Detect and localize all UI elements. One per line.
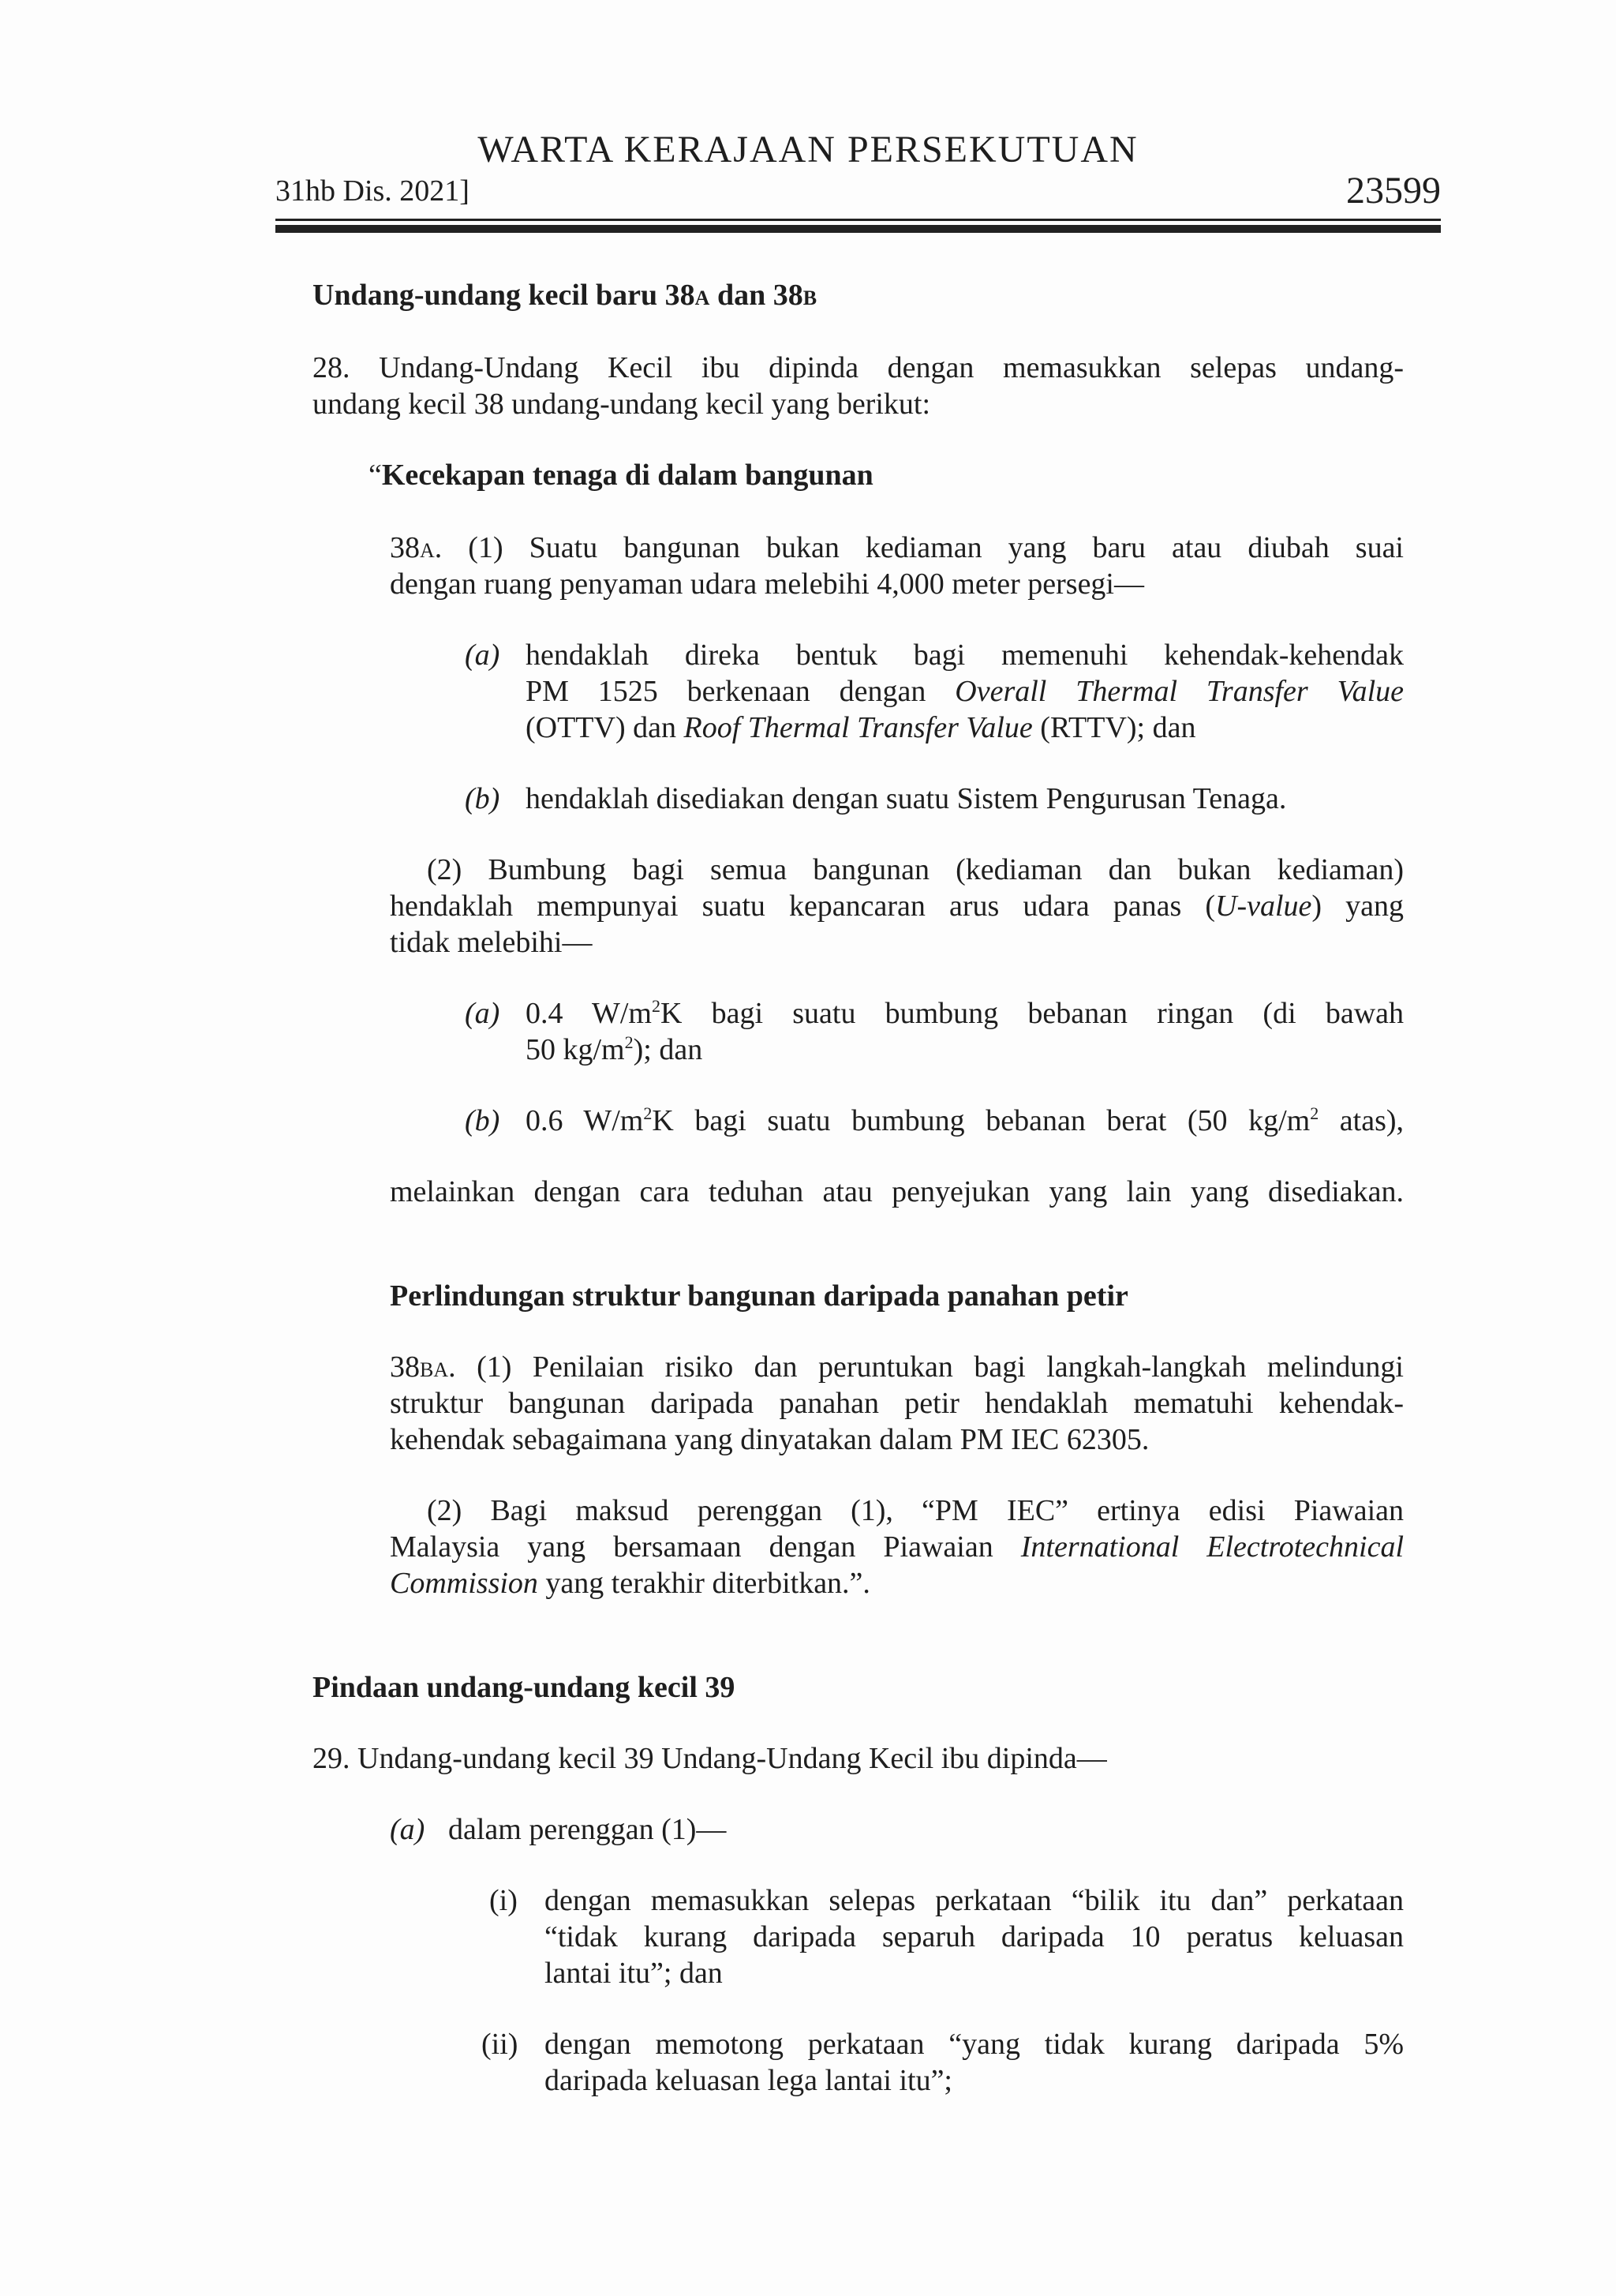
by-law-38a-para2-line2: hendaklah mempunyai suatu kepancaran arus udara panas (U-value) yang (390, 890, 1404, 923)
by-law-38ba-para2-line2: Malaysia yang bersamaan dengan Piawaian International Electrotechnical (390, 1530, 1404, 1564)
item-2b-label: (b) (465, 1104, 500, 1137)
item-2a-line2: 50 $kg/m^2$); dan (526, 1032, 703, 1066)
item-b-label: (b) (465, 782, 500, 815)
by-law-38a-heading: “Kecekapan tenaga di dalam bangunan (368, 459, 873, 492)
by-law-38ba-para2-line3: Commission yang terakhir diterbitkan.”. (390, 1567, 870, 1600)
by-law-38ba-para2-line1: (2) Bagi maksud perenggan (1), “PM IEC” ertinya edisi Piawaian (427, 1494, 1404, 1527)
by-law-38a-para2-line3: tidak melebihi— (390, 926, 593, 959)
item-a-line3: (OTTV) dan Roof Thermal Transfer Value (RTTV); dan (526, 711, 1196, 744)
page-number: 23599 (1346, 170, 1441, 212)
section-heading-39: Pindaan undang-undang kecil 39 (312, 1671, 735, 1704)
item-b-line1: hendaklah disediakan dengan suatu Sistem Pengurusan Tenaga. (526, 782, 1287, 815)
item-a-label: (a) (465, 639, 500, 672)
para-29: 29. Undang-undang kecil 39 Undang-Undang Kecil ibu dipinda— (312, 1742, 1107, 1775)
item-29a-i-label: (i) (489, 1884, 518, 1917)
item-29a-text: dalam perenggan (1)— (448, 1813, 727, 1846)
item-29a-i-line1: dengan memasukkan selepas perkataan “bilik itu dan” perkataan (544, 1884, 1404, 1917)
item-2a-label: (a) (465, 997, 500, 1030)
item-29a-i-line3: lantai itu”; dan (544, 1957, 723, 1990)
item-29a-ii-label: (ii) (481, 2028, 518, 2061)
journal-title: WARTA KERAJAAN PERSEKUTUAN (477, 129, 1139, 170)
item-29a-ii-line1: dengan memotong perkataan “yang tidak kurang daripada 5% (544, 2028, 1404, 2061)
by-law-38a-closing: melainkan dengan cara teduhan atau penyejukan yang lain yang disediakan. (390, 1175, 1404, 1208)
para-28-line2: undang kecil 38 undang-undang kecil yang berikut: (312, 388, 931, 421)
by-law-38ba-para1-line2: struktur bangunan daripada panahan petir hendaklah mematuhi kehendak- (390, 1387, 1404, 1420)
by-law-38ba-para1-line3: kehendak sebagaimana yang dinyatakan dalam PM IEC 62305. (390, 1423, 1150, 1456)
gazette-date: 31hb Dis. 2021] (275, 174, 469, 208)
header-rule-thin (275, 219, 1441, 221)
item-2b-line1: 0.6 $W/m^2K$ bagi suatu bumbung bebanan berat (50 $kg/m^2$ atas), (526, 1103, 1405, 1137)
by-law-38ba-para1-line1: 38BA. (1) Penilaian risiko dan peruntukan bagi langkah-langkah melindungi (390, 1350, 1404, 1384)
item-a-line1: hendaklah direka bentuk bagi memenuhi kehendak-kehendak (526, 639, 1404, 672)
item-29a-ii-line2: daripada keluasan lega lantai itu”; (544, 2064, 952, 2097)
by-law-38a-para1-line1: 38A. (1) Suatu bangunan bukan kediaman yang baru atau diubah suai (390, 531, 1404, 564)
item-2a-line1: 0.4 $W/m^2K$ bagi suatu bumbung bebanan ringan (di bawah (526, 996, 1404, 1030)
item-29a-i-line2: “tidak kurang daripada separuh daripada 10 peratus keluasan (544, 1920, 1404, 1953)
section-heading-38ab: Undang-undang kecil baru 38A dan 38B (312, 279, 817, 312)
para-28-line1: 28. Undang-Undang Kecil ibu dipinda dengan memasukkan selepas undang- (312, 351, 1404, 384)
by-law-38ba-heading: Perlindungan struktur bangunan daripada panahan petir (390, 1279, 1128, 1313)
header-rule-thick (275, 225, 1441, 233)
by-law-38a-para1-line2: dengan ruang penyaman udara melebihi 4,000 meter persegi— (390, 567, 1144, 601)
item-29a-label: (a) (390, 1813, 425, 1846)
by-law-38a-para2-line1: (2) Bumbung bagi semua bangunan (kediaman dan bukan kediaman) (427, 853, 1404, 886)
item-a-line2: PM 1525 berkenaan dengan Overall Thermal Transfer Value (526, 675, 1404, 708)
